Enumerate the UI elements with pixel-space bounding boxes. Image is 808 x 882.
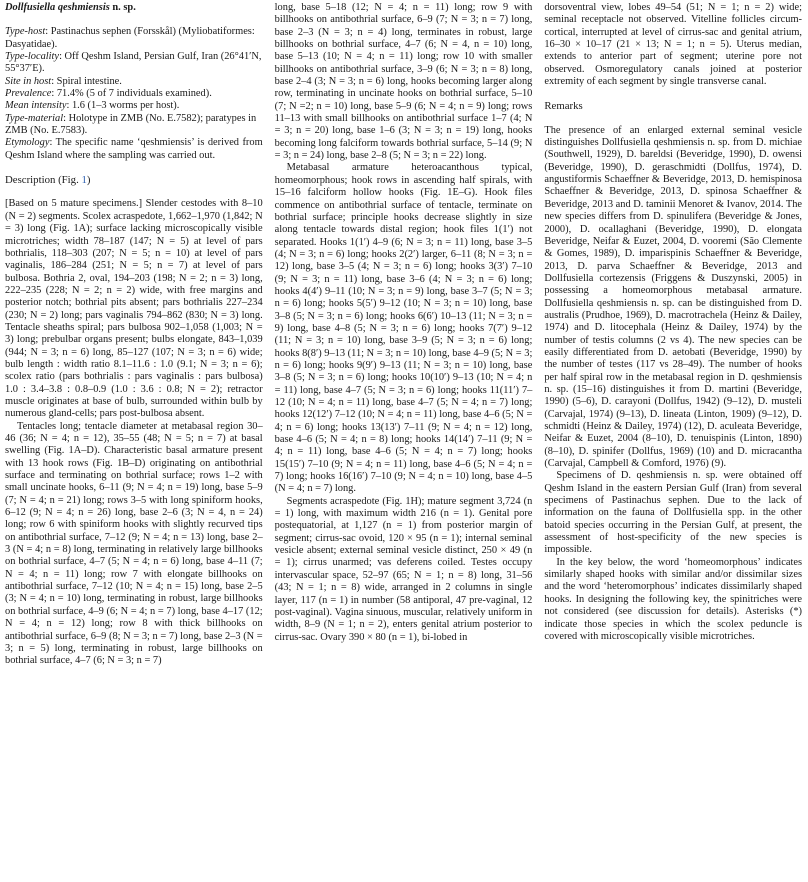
meta-label: Site in host: [5, 75, 52, 87]
figure-link[interactable]: 1: [81, 174, 87, 187]
meta-label: Prevalence: [5, 88, 52, 100]
meta-text: : 1.6 (1–3 worms per host).: [66, 100, 180, 112]
remarks-paragraph-3: In the key below, the word ‘homeomorphous’ indicates similarly shaped hooks with similar and/or dissimilar sizes and the word ‘heteromorphous’ indicates dissimilarly shaped hooks. In designing the following key, the spinitriches were not considered (see discussion for details). Asterisks (*) indicate those species in which the scolex peduncle is covered with microscopically visible microtriches.: [544, 556, 803, 642]
remarks-paragraph-1: The presence of an enlarged external seminal vesicle distinguishes Dollfusiella qeshmiensis n. sp. from D. michiae (Southwell, 1929), D. bareldsi (Beveridge, 1990), D. owensi (Beveridge, 1990), D. geraschmidti (Dollfus, 1974), D. angustiformis Schaeffner & Beveridge, 2013, D. hemispinosa Schaeffner & Beveridge, 2013, D. spinosa Schaeffner & Beveridge, 2013 and D. taminii Menoret & Ivanov, 2014. The new species differs from D. spinulifera (Beveridge & Jones, 2000), D. ocallaghani (Beveridge, 1990), D. elongata Beveridge, Neifar & Euzet, 2004, D. vooremi (São Clemente & Gomes, 1989), D. imparispinis Schaeffner & Beveridge, 2013, D. parva Schaeffner & Beveridge, 2013 and Dollfusiella cortezensis (Friggens & Duszynski, 2005) in possessing a homeomorphous metabasal armature. Dollfusiella qeshmiensis n. sp. can be distinguished from D. australis (Prudhoe, 1969), D. macrotrachela (Heinz & Dailey, 1974) and D. litocephala (Heinz & Dailey, 1974) by the number of testis columns (2 vs 4). The new species can be easily differentiated from D. aetobati (Beveridge, 1990) by the number of testes (117 vs 28–49). The number of hooks per half spiral row in the metabasal region in D. qeshmiensis n. sp. (15–16) distinguishes it from D. martini (Beveridge, 1990) (5–6), D. carayoni (Dollfus, 1942) (9–12), D. musteli (Carvajal, 1974) (9–13), D. lineata (Linton, 1909) (9–12), D. schmidti (Heinz & Dailey, 1974) (12), D. aculeata Beveridge, Neifar & Euzet, 2004 (8–10), D. tenuispinis (Linton, 1890) (8–10), D. spinifer (Dollfus, 1969) (10) and D. micracantha (Carvajal, Campbell & Comford, 1976) (9).: [544, 124, 803, 470]
meta-label: Type-locality: [5, 51, 60, 63]
meta-label: Type-material: [5, 112, 64, 124]
column-2: [275, 2, 533, 882]
meta-text: : Holotype in ZMB (No. E.7582); paratypes in ZMB (No. E.7583).: [5, 112, 257, 137]
description-paragraph-4: Metabasal armature heteroacanthous typical, homeomorphous; hook rows in ascending half spirals, with 15–16 falciform hollow hooks (Fig. 1E–G). Hook files commence on antibothrial surface of tentacle, terminate on bothrial surface; principle hooks decrease slightly in size along tentacle towards distal region; hook files 1(1′) not separated. Hooks 1(1′) 4–9 (6; N = 3; n = 11) long, base 3–5 (4; N = 3; n = 6) long; hooks 2(2′) larger, 6–11 (8; N = 3; n = 12) long, base 3–5 (4; N = 3; n = 6) long; hooks 3(3′) 7–10 (9; N = 3; n = 11) long, base 3–6 (4; N = 3; n = 6) long; hooks 4(4′) 9–11 (10; N = 3; n = 9) long, base 3–7 (5; N = 3; n = 6) long; hooks 5(5′) 9–12 (10; N = 3; n = 10) long, base 3–8 (5; N = 3; n = 6) long; hooks 6(6′) 10–13 (11; N = 3; n = 9) long, base 4–8 (5; N = 3; n = 6) long; hooks 7(7′) 9–12 (11; N = 3; n = 10) long, base 3–9 (5; N = 3; n = 6) long; hooks 8(8′) 9–13 (11; N = 3; n = 10) long, base 4–9 (5; N = 3; n = 6) long; hooks 9(9′) 9–13 (11; N = 3; n = 10) long, base 3–8 (5; N = 3; n = 6) long; hooks 10(10′) 9–13 (10; N = 4; n = 11) long, base 4–7 (5; N = 3; n = 6) long; hooks 11(11′) 7–12 (10; N = 4; n = 11) long, base 4–7 (5; N = 4; n = 7) long; hooks 12(12′) 7–12 (10; N = 4; n = 11) long, base 4–6 (5; N = 4; n = 6) long; hooks 13(13′) 7–11 (9; N = 4; n = 12) long, base 4–6 (5; N = 4; n = 8) long; hooks 14(14′) 7–11 (9; N = 4; n = 11) long, base 4–6 (5; N = 4; n = 7) long; hooks 15(15′) 7–10 (9; N = 4; n = 11) long, base 4–6 (5; N = 4; n = 7) long; hooks 16(16′) 7–10 (9; N = 4; n = 10) long, base 4–5 (N = 4; n = 7) long.: [274, 162, 533, 495]
meta-prevalence: [5, 88, 263, 100]
species-suffix: n. sp.: [109, 2, 136, 13]
meta-label: Type-host: [5, 26, 46, 38]
column-1: [5, 2, 263, 882]
meta-type-locality: [5, 51, 263, 76]
meta-etymology: [5, 137, 263, 162]
meta-intensity: [5, 100, 263, 112]
description-paragraph-2: Tentacles long; tentacle diameter at metabasal region 30–46 (36; N = 4; n = 12), 35–55 (48; N = 5; n = 7) at basal swelling (Fig. 1A–D). Characteristic basal armature present with 13 hook rows (Fig. 1B–D) originating on antibothrial surface and terminating on bothrial surface; rows 1–2 with small uncinate hooks, 6–11 (9; N = 4; n = 19) long, base 5–9 (7; N = 4; n = 21) long; rows 3–5 with long spiniform hooks, 6–12 (9; N = 4; n = 26) long, base 2–6 (3; N = 4, n = 24) long; row 6 with spiniform hooks with slightly recurved tips on antibothrial surface, 7–12 (9; N = 4; n = 13) long, base 2–3 (N = 4; n = 8) long, terminating in relatively large billhooks on bothrial surface, 4–7 (5; N = 4; n = 6) long, base 4–11 (7; N = 4; n = 11) long; row 7 with elongate billhooks on antibothrial surface, 7–12 (10; N = 4; n = 15) long, base 2–5 (3; N = 4; n = 10) long, terminating in robust, large billhooks on bothrial surface, 4–9 (6; N = 4; n = 7) long, base 4–17 (12; N = 4; n = 12) long; row 8 with thick billhooks on antibothrial surface, 6–9 (8; N = 3; n = 7) long, base 2–3 (N = 3; n = 5) long, terminating in robust, large billhooks on bothrial surface, 4–7 (6; N = 3; n = 7): [5, 420, 263, 667]
species-title: [5, 2, 263, 14]
column-3: [544, 2, 802, 882]
description-paragraph-6: dorsoventral view, lobes 49–54 (51; N = 1; n = 2) wide; seminal receptacle not observed. Vitelline follicles circum-cortical, interrupted at level of cirrus-sac and genital atrium, 16–30 × 10–17 (21 × 13; N = 1; n = 5). Uterus median, extends to anterior part of segment; uterine pore not observed. Osmoregulatory canals joined at posterior extremity of each segment by single transverse canal.: [544, 2, 803, 88]
meta-text: : Spiral intestine.: [51, 75, 122, 87]
description-paragraph-5: Segments acraspedote (Fig. 1H); mature segment 3,724 (n = 1) long, with maximum width 216 (n = 1). Genital pore postequatorial, at 1,127 (n = 1) from posterior margin of segment; cirrus-sac ovoid, 120 × 95 (n = 1); internal seminal vesicle absent; external seminal vesicle distinct, 250 × 49 (n = 1); cirrus unarmed; vas deferens coiled. Testes occupy intervascular space, 52–97 (65; N = 1; n = 8) long, 31–56 (43; N = 1; n = 8) wide, arranged in 2 columns in single layer, 117 (n = 1) in number (58 antiporal, 47 pre-vaginal, 12 post-vaginal). Vagina sinuous, muscular, relatively uniform in width, 8–9 (N = 1; n = 2), enters genital atrium posterior to cirrus-sac. Ovary 390 × 80 (n = 1), bi-lobed in: [274, 495, 533, 643]
meta-type-material: [5, 113, 263, 138]
meta-site: [5, 76, 263, 88]
remarks-paragraph-2: Specimens of D. qeshmiensis n. sp. were obtained off Qeshm Island in the eastern Persian Gulf (Iran) from several specimens of Pastinachus sephen. Due to the lack of information on the fauna of Dollfusiella spp. in the other batoid species occurring in the Persian Gulf, at present, the assessment of host-specificity of the new species is impossible.: [544, 470, 803, 556]
remarks-heading: Remarks: [544, 100, 583, 113]
meta-label: Mean intensity: [5, 100, 67, 112]
species-name: Dollfusiella qeshmiensis: [5, 2, 110, 13]
description-paragraph-3: long, base 5–18 (12; N = 4; n = 11) long; row 9 with billhooks on antibothrial surface, 6–9 (7; N = 3; n = 7) long, base 2–3 (N = 3; n = 4) long, terminates in robust, large billhooks on bothrial surface, 4–7 (6; N = 4, n = 10) long, base 5–13 (10; N = 4; n = 11) long; row 10 with smaller billhooks on antibothrial surface, 3–9 (6; N = 3; n = 8) long, base 2–4 (3; N = 3; n = 6) long, hooks becoming larger along row, terminating in uncinate hooks on bothrial surface, 5–10 (7; N =2; n = 10) long, base 5–9 (6; N = 4; n = 9) long; rows 11–13 with small billhooks on antibothrial surface 1–7 (4; N = 3; n = 20) long, base 1–6 (3; N = 3; n = 19) long, hooks becoming long falciform towards bothrial surface, 5–14 (9; N = 3; n = 24) long, base 2–8 (5; N = 3; n = 22) long.: [274, 2, 533, 162]
meta-text: : 71.4% (5 of 7 individuals examined).: [51, 88, 212, 100]
description-heading: Description (Fig. 1): [5, 174, 91, 187]
meta-label: Etymology: [5, 137, 50, 149]
meta-type-host: [5, 26, 263, 51]
meta-text: : The specific name ‘qeshmiensis’ is derived from Qeshm Island where the sampling was carried out.: [5, 137, 263, 161]
description-paragraph-1: [Based on 5 mature specimens.] Slender cestodes with 8–10 (N = 2) segments. Scolex acraspedote, 1,662–1,970 (1,842; N = 3) long (Fig. 1A); surface lacking microscopically visible microtriches; width 78–187 (147; N = 5) at level of pars bothrialis, 118–303 (207; N = 5; n = 10) at level of pars vaginalis, 186–284 (251; N = 5; n = 7) at level of pars bulbosa. Bothria 2, oval, 194–203 (198; N = 2; n = 3) long, 222–235 (228; N = 2; n = 2) wide, with free margins and posterior notch; bothrial pits absent; pars bothrialis 227–234 (230; N = 2) long; pars vaginalis 794–862 (830; N = 3) long. Tentacle sheaths spiral; pars bulbosa 902–1,058 (1,003; N = 3) long; prebulbar organs present; bulbs elongate, 843–1,039 (944; N = 3; n = 6) long, 85–127 (107; N = 3; n = 6) wide; bulb length : width ratio 8.1–11.6 : 1.0 (9.1; N = 3; n = 6); scolex ratio (pars bothrialis : pars vaginalis : pars bulbosa) 1.0 : 3.4–3.8 : 0.8–0.9 (1.0 : 3.6 : 0.8; N = 2); retractor muscle originates at base of bulb, surrounded within bulb by numerous gland-cells; pars post-bulbosa absent.: [5, 198, 263, 420]
meta-text: : Pastinachus sephen (Forsskål) (Myliobatiformes: Dasyatidae).: [5, 26, 255, 50]
meta-text: : Off Qeshm Island, Persian Gulf, Iran (26°41′N, 55°37′E).: [5, 51, 262, 75]
